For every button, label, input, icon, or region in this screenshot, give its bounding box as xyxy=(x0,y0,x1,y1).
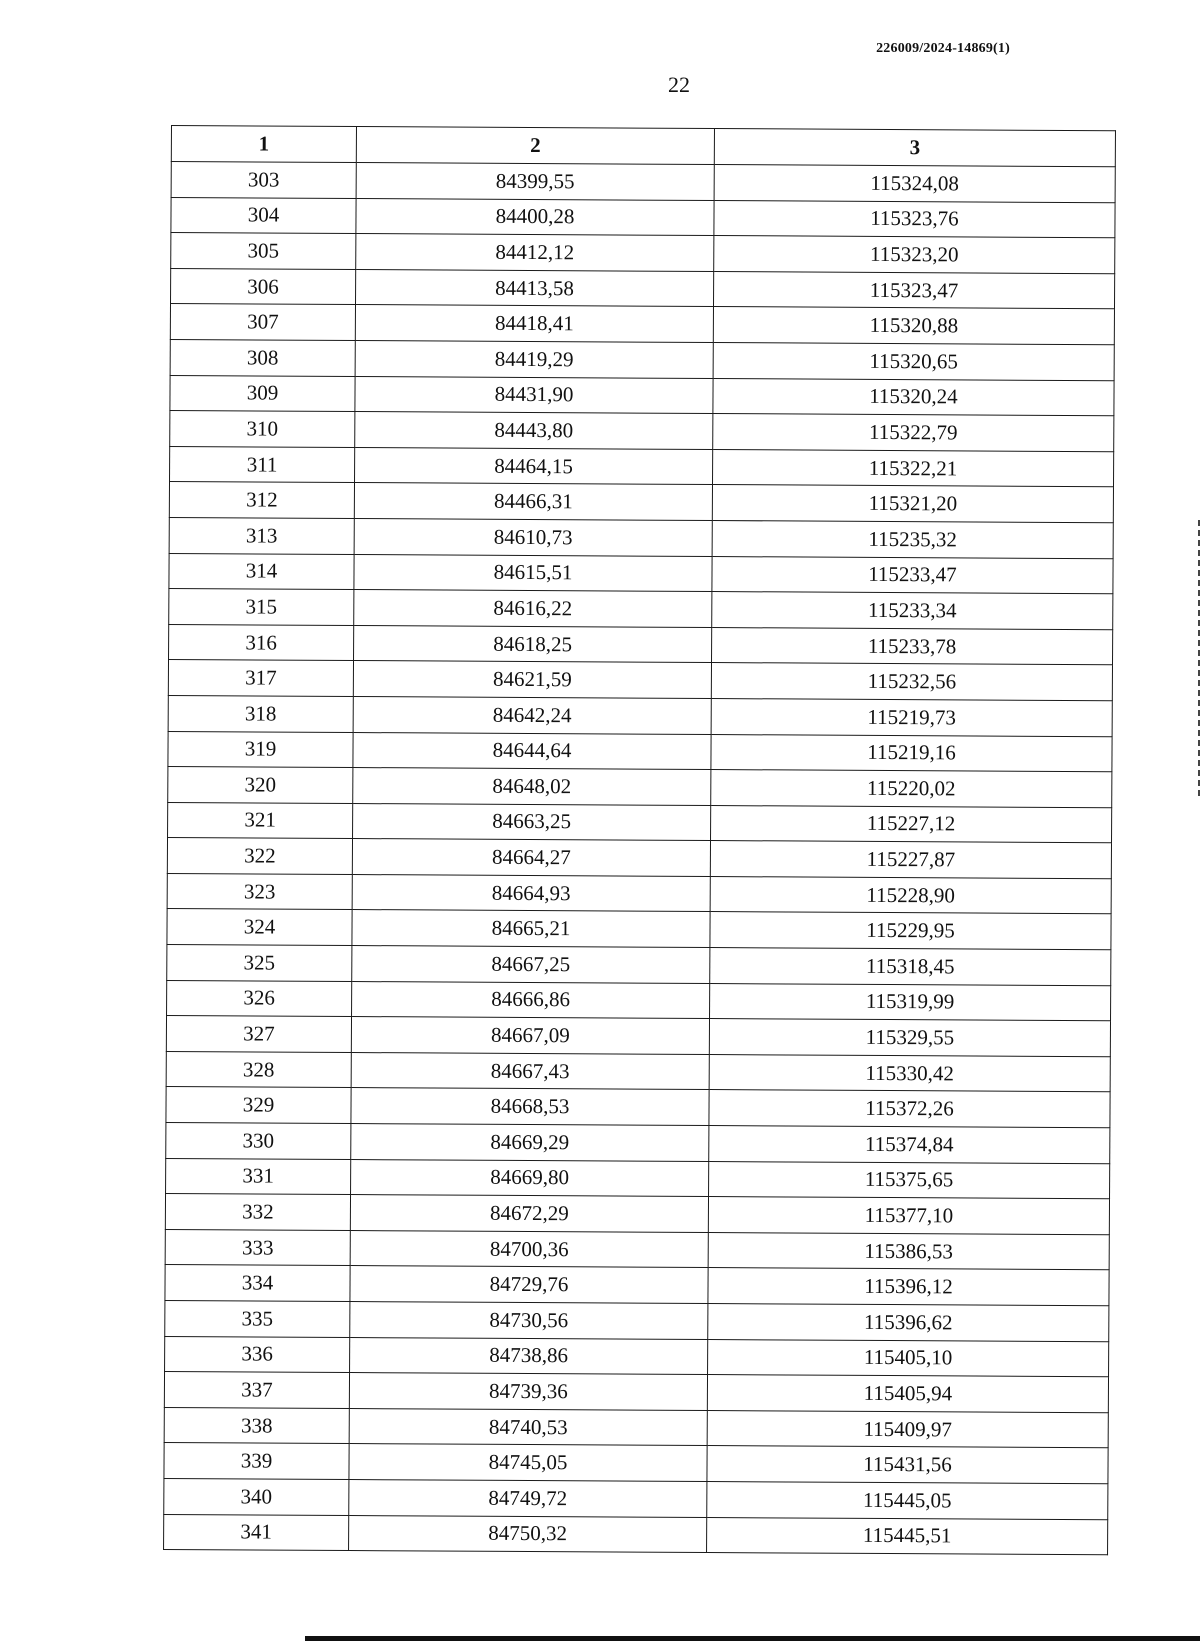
x-coordinate-cell: 84418,41 xyxy=(355,305,713,343)
document-id: 226009/2024-14869(1) xyxy=(876,41,1010,56)
page-number: 22 xyxy=(668,72,690,97)
x-coordinate-cell: 84666,86 xyxy=(352,981,710,1019)
y-coordinate-cell: 115233,47 xyxy=(712,556,1113,594)
y-coordinate-cell: 115377,10 xyxy=(708,1197,1109,1235)
x-coordinate-cell: 84621,59 xyxy=(353,661,711,699)
table-row xyxy=(169,624,1113,665)
y-coordinate-cell: 115323,76 xyxy=(714,200,1115,238)
point-number-cell: 336 xyxy=(165,1336,350,1373)
point-number-cell: 321 xyxy=(168,802,353,839)
table-row xyxy=(171,197,1115,238)
point-number-cell: 316 xyxy=(169,624,354,661)
point-number-cell: 305 xyxy=(171,233,356,270)
y-coordinate-cell: 115431,56 xyxy=(707,1446,1108,1484)
x-coordinate-cell: 84648,02 xyxy=(353,768,711,806)
y-coordinate-cell: 115320,65 xyxy=(713,343,1114,381)
table-row xyxy=(165,1229,1109,1270)
point-number-cell: 303 xyxy=(171,162,356,199)
table-row xyxy=(170,304,1114,345)
y-coordinate-cell: 115233,34 xyxy=(712,592,1113,630)
table-row xyxy=(167,909,1111,950)
x-coordinate-cell: 84642,24 xyxy=(353,696,711,734)
table-row xyxy=(167,980,1111,1021)
x-coordinate-cell: 84664,27 xyxy=(352,839,710,877)
y-coordinate-cell: 115319,99 xyxy=(710,983,1111,1021)
table-row xyxy=(165,1300,1109,1341)
point-number-cell: 329 xyxy=(166,1087,351,1124)
table-row xyxy=(164,1407,1108,1448)
y-coordinate-cell: 115409,97 xyxy=(707,1410,1108,1448)
y-coordinate-cell: 115405,94 xyxy=(707,1375,1108,1413)
y-coordinate-cell: 115322,79 xyxy=(713,414,1114,452)
x-coordinate-cell: 84431,90 xyxy=(355,376,713,414)
point-number-cell: 324 xyxy=(167,909,352,946)
point-number-cell: 317 xyxy=(168,660,353,697)
point-number-cell: 308 xyxy=(170,339,355,376)
point-number-cell: 311 xyxy=(170,446,355,483)
y-coordinate-cell: 115228,90 xyxy=(710,876,1111,914)
x-coordinate-cell: 84618,25 xyxy=(354,625,712,663)
table-row xyxy=(170,411,1114,452)
point-number-cell: 322 xyxy=(167,838,352,875)
table-row xyxy=(170,339,1114,380)
point-number-cell: 328 xyxy=(166,1051,351,1088)
y-coordinate-cell: 115219,16 xyxy=(711,734,1112,772)
table-row xyxy=(166,1158,1110,1199)
point-number-cell: 310 xyxy=(170,411,355,448)
table-row xyxy=(166,1051,1110,1092)
x-coordinate-cell: 84738,86 xyxy=(350,1337,708,1375)
column-header-3: 3 xyxy=(714,129,1115,167)
table-row xyxy=(167,945,1111,986)
table-row xyxy=(168,731,1112,772)
x-coordinate-cell: 84730,56 xyxy=(350,1302,708,1340)
y-coordinate-cell: 115396,62 xyxy=(708,1304,1109,1342)
point-number-cell: 327 xyxy=(166,1016,351,1053)
y-coordinate-cell: 115229,95 xyxy=(710,912,1111,950)
table-row xyxy=(168,802,1112,843)
table-row xyxy=(168,767,1112,808)
y-coordinate-cell: 115396,12 xyxy=(708,1268,1109,1306)
table-row xyxy=(166,1087,1110,1128)
coordinates-table xyxy=(163,125,1116,1555)
column-header-1: 1 xyxy=(171,126,356,163)
table-row xyxy=(164,1372,1108,1413)
y-coordinate-cell: 115375,65 xyxy=(709,1161,1110,1199)
y-coordinate-cell: 115227,87 xyxy=(710,841,1111,879)
y-coordinate-cell: 115330,42 xyxy=(709,1054,1110,1092)
x-coordinate-cell: 84665,21 xyxy=(352,910,710,948)
point-number-cell: 325 xyxy=(167,945,352,982)
x-coordinate-cell: 84399,55 xyxy=(356,163,714,201)
point-number-cell: 341 xyxy=(164,1514,349,1551)
point-number-cell: 340 xyxy=(164,1478,349,1515)
y-coordinate-cell: 115320,88 xyxy=(713,307,1114,345)
x-coordinate-cell: 84729,76 xyxy=(350,1266,708,1304)
table-row xyxy=(171,162,1115,203)
table-row xyxy=(169,517,1113,558)
y-coordinate-cell: 115329,55 xyxy=(709,1019,1110,1057)
table-row xyxy=(164,1443,1108,1484)
x-coordinate-cell: 84663,25 xyxy=(353,803,711,841)
x-coordinate-cell: 84667,09 xyxy=(351,1017,709,1055)
y-coordinate-cell: 115233,78 xyxy=(712,627,1113,665)
x-coordinate-cell: 84669,29 xyxy=(351,1124,709,1162)
point-number-cell: 304 xyxy=(171,197,356,234)
x-coordinate-cell: 84610,73 xyxy=(354,518,712,556)
table-row xyxy=(169,589,1113,630)
x-coordinate-cell: 84644,64 xyxy=(353,732,711,770)
point-number-cell: 332 xyxy=(165,1194,350,1231)
point-number-cell: 318 xyxy=(168,695,353,732)
y-coordinate-cell: 115318,45 xyxy=(710,948,1111,986)
table-row xyxy=(170,446,1114,487)
x-coordinate-cell: 84750,32 xyxy=(349,1515,707,1553)
x-coordinate-cell: 84740,53 xyxy=(349,1408,707,1446)
point-number-cell: 335 xyxy=(165,1300,350,1337)
table-row xyxy=(165,1194,1109,1235)
table-row xyxy=(166,1123,1110,1164)
table-row xyxy=(171,268,1115,309)
y-coordinate-cell: 115235,32 xyxy=(712,520,1113,558)
table-row xyxy=(166,1016,1110,1057)
point-number-cell: 331 xyxy=(166,1158,351,1195)
x-coordinate-cell: 84466,31 xyxy=(354,483,712,521)
y-coordinate-cell: 115386,53 xyxy=(708,1232,1109,1270)
x-coordinate-cell: 84464,15 xyxy=(355,447,713,485)
point-number-cell: 338 xyxy=(164,1407,349,1444)
x-coordinate-cell: 84668,53 xyxy=(351,1088,709,1126)
table-row xyxy=(167,838,1111,879)
x-coordinate-cell: 84419,29 xyxy=(355,341,713,379)
point-number-cell: 313 xyxy=(169,517,354,554)
table-row xyxy=(171,233,1115,274)
table-row xyxy=(169,482,1113,523)
point-number-cell: 326 xyxy=(167,980,352,1017)
x-coordinate-cell: 84745,05 xyxy=(349,1444,707,1482)
point-number-cell: 330 xyxy=(166,1123,351,1160)
table-row xyxy=(164,1478,1108,1519)
table-header-row xyxy=(171,126,1115,167)
table-row xyxy=(167,873,1111,914)
table-row xyxy=(168,660,1112,701)
point-number-cell: 339 xyxy=(164,1443,349,1480)
point-number-cell: 334 xyxy=(165,1265,350,1302)
y-coordinate-cell: 115323,20 xyxy=(714,236,1115,274)
x-coordinate-cell: 84667,25 xyxy=(352,946,710,984)
y-coordinate-cell: 115232,56 xyxy=(711,663,1112,701)
y-coordinate-cell: 115372,26 xyxy=(709,1090,1110,1128)
point-number-cell: 306 xyxy=(171,268,356,305)
point-number-cell: 333 xyxy=(165,1229,350,1266)
table-row xyxy=(170,375,1114,416)
y-coordinate-cell: 115219,73 xyxy=(711,698,1112,736)
y-coordinate-cell: 115323,47 xyxy=(713,271,1114,309)
point-number-cell: 307 xyxy=(170,304,355,341)
table-row xyxy=(168,695,1112,736)
x-coordinate-cell: 84412,12 xyxy=(356,234,714,272)
x-coordinate-cell: 84739,36 xyxy=(349,1373,707,1411)
table-row xyxy=(165,1336,1109,1377)
y-coordinate-cell: 115405,10 xyxy=(708,1339,1109,1377)
point-number-cell: 315 xyxy=(169,589,354,626)
y-coordinate-cell: 115374,84 xyxy=(709,1126,1110,1164)
table-row xyxy=(165,1265,1109,1306)
scan-edge-bar xyxy=(305,1636,1200,1641)
y-coordinate-cell: 115321,20 xyxy=(712,485,1113,523)
x-coordinate-cell: 84669,80 xyxy=(351,1159,709,1197)
point-number-cell: 323 xyxy=(167,873,352,910)
x-coordinate-cell: 84700,36 xyxy=(350,1230,708,1268)
point-number-cell: 314 xyxy=(169,553,354,590)
y-coordinate-cell: 115324,08 xyxy=(714,165,1115,203)
x-coordinate-cell: 84664,93 xyxy=(352,874,710,912)
x-coordinate-cell: 84443,80 xyxy=(355,412,713,450)
y-coordinate-cell: 115320,24 xyxy=(713,378,1114,416)
y-coordinate-cell: 115322,21 xyxy=(712,449,1113,487)
table-row xyxy=(164,1514,1108,1555)
x-coordinate-cell: 84672,29 xyxy=(350,1195,708,1233)
x-coordinate-cell: 84749,72 xyxy=(349,1479,707,1517)
x-coordinate-cell: 84413,58 xyxy=(355,269,713,307)
point-number-cell: 312 xyxy=(169,482,354,519)
x-coordinate-cell: 84615,51 xyxy=(354,554,712,592)
table-row xyxy=(169,553,1113,594)
x-coordinate-cell: 84667,43 xyxy=(351,1052,709,1090)
x-coordinate-cell: 84400,28 xyxy=(356,198,714,236)
point-number-cell: 337 xyxy=(164,1372,349,1409)
y-coordinate-cell: 115445,05 xyxy=(707,1481,1108,1519)
table-body xyxy=(164,162,1116,1555)
point-number-cell: 319 xyxy=(168,731,353,768)
y-coordinate-cell: 115227,12 xyxy=(711,805,1112,843)
x-coordinate-cell: 84616,22 xyxy=(354,590,712,628)
y-coordinate-cell: 115445,51 xyxy=(707,1517,1108,1555)
y-coordinate-cell: 115220,02 xyxy=(711,770,1112,808)
column-header-2: 2 xyxy=(356,127,714,165)
point-number-cell: 309 xyxy=(170,375,355,412)
point-number-cell: 320 xyxy=(168,767,353,804)
